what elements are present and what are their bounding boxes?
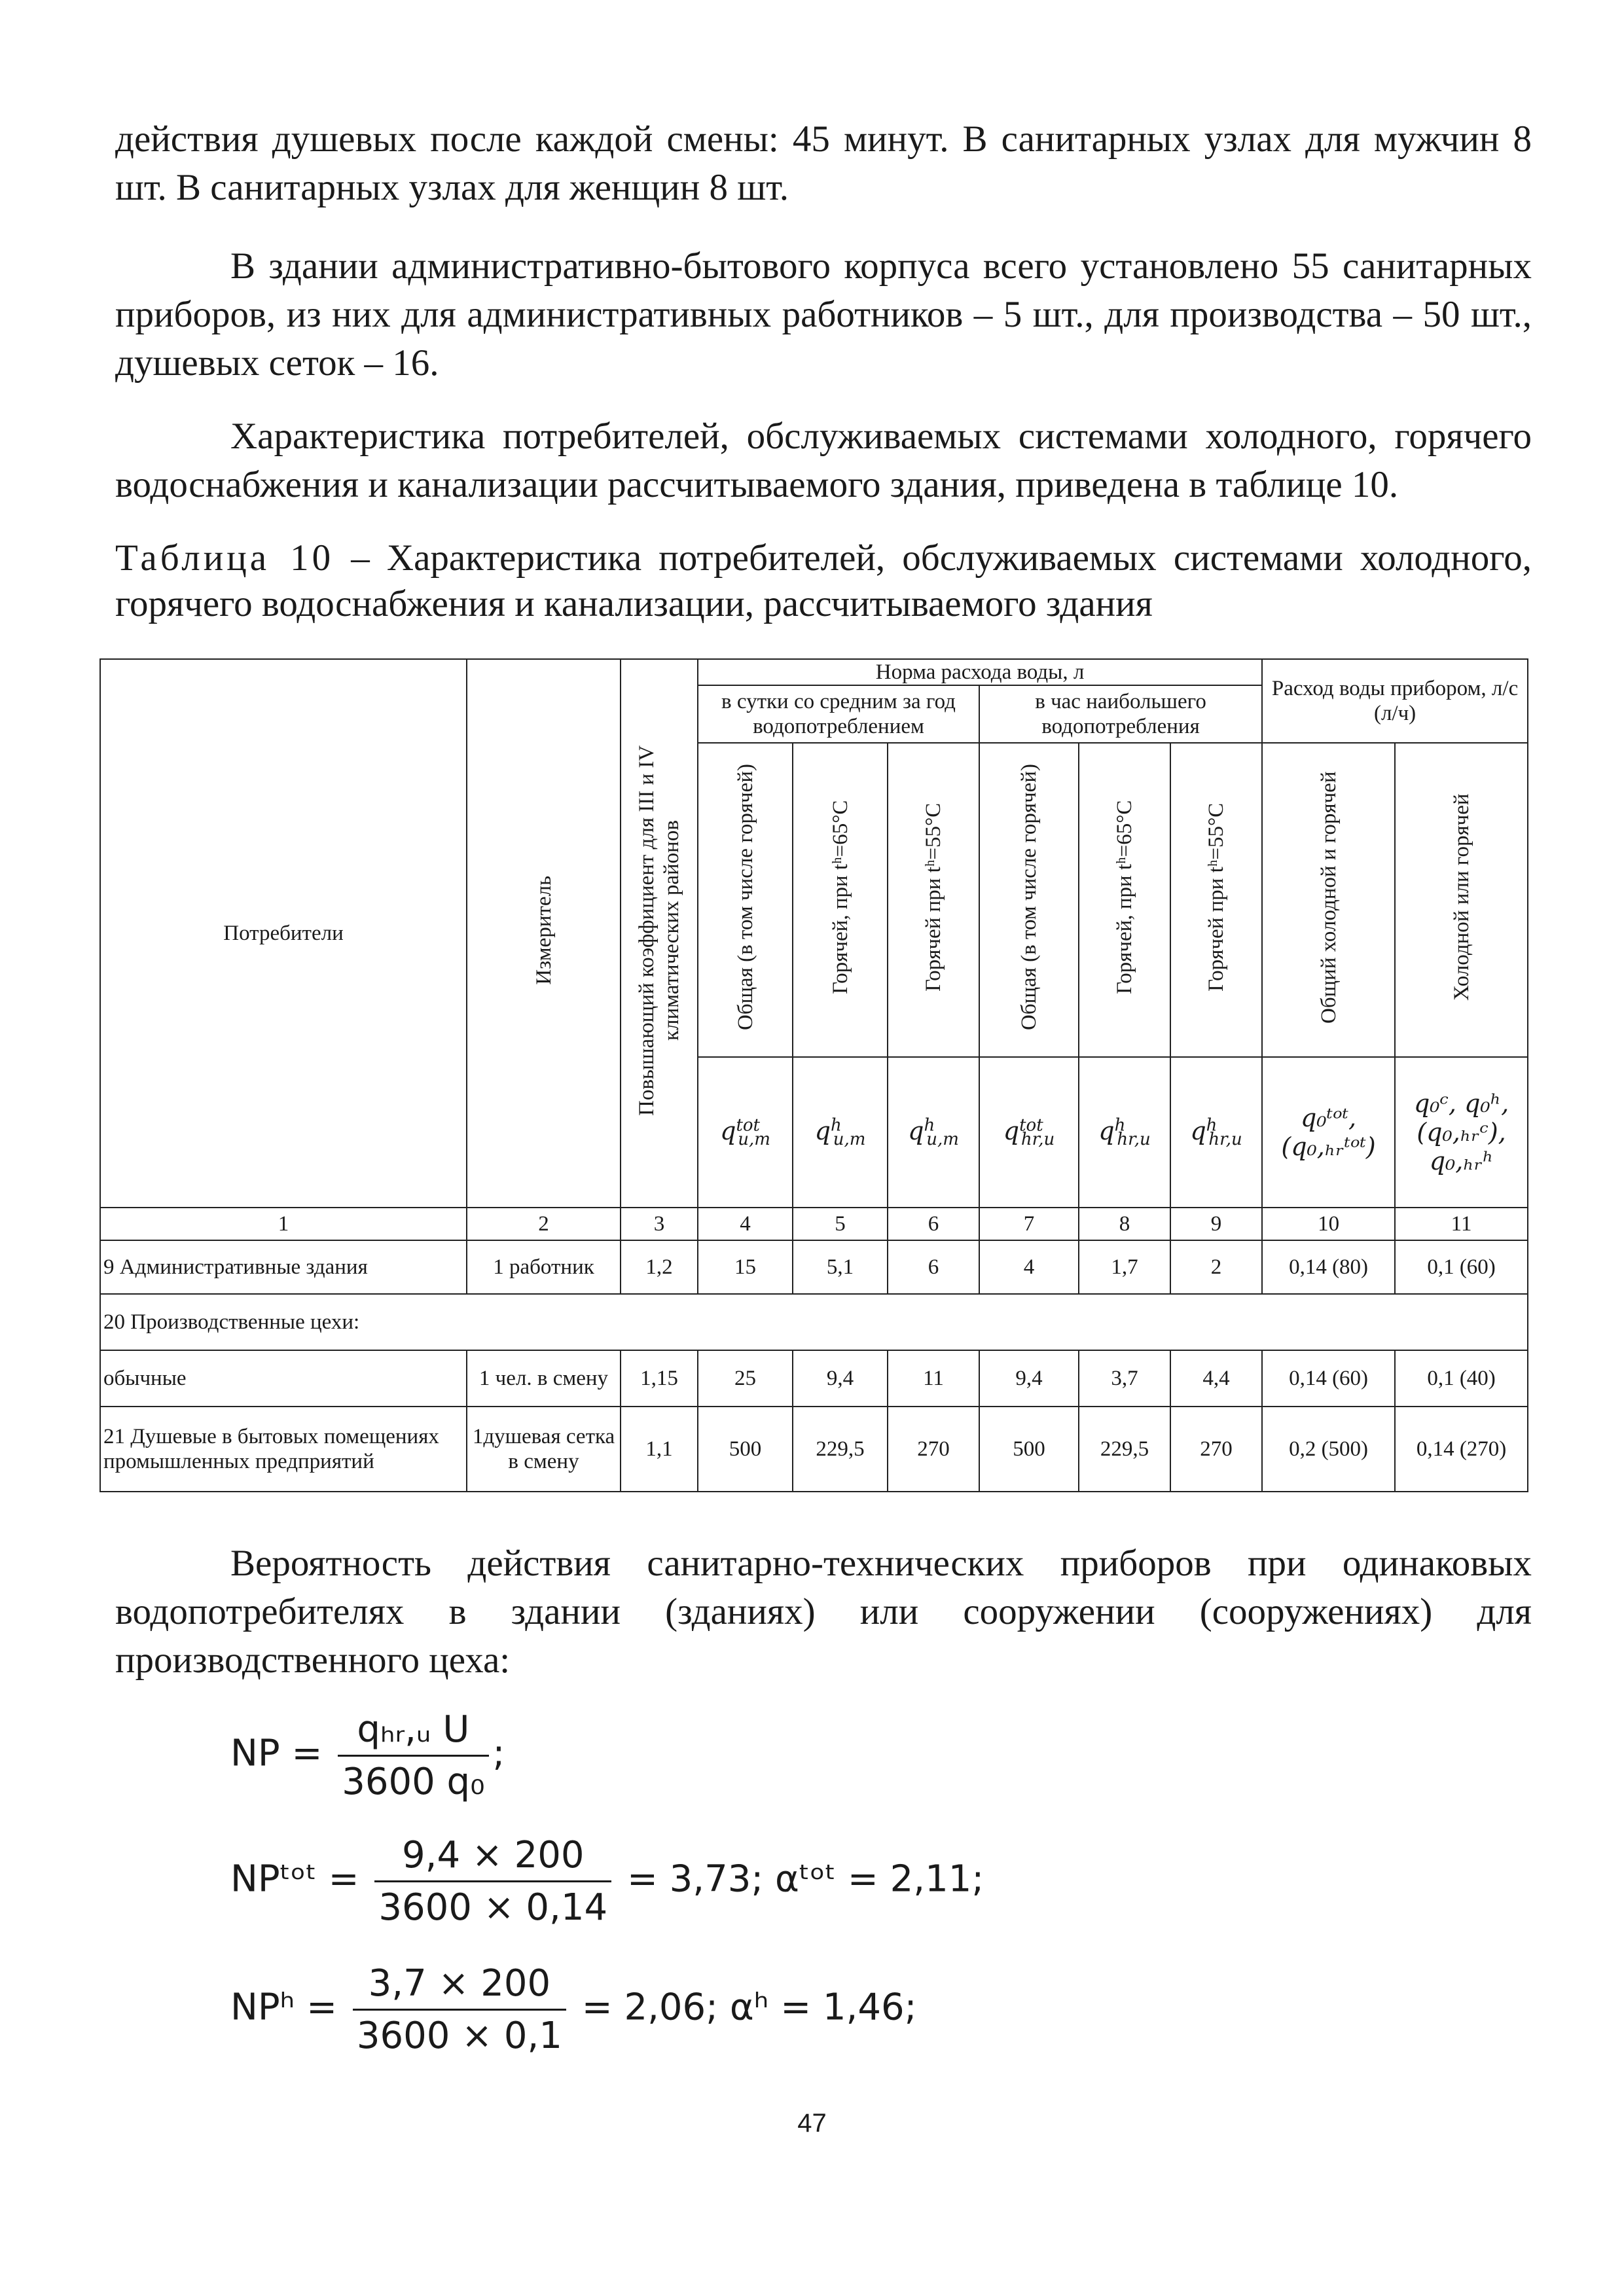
table-row-admin bbox=[100, 1240, 1528, 1294]
header-col6 bbox=[888, 743, 979, 1057]
column-number: 2 bbox=[467, 1208, 621, 1240]
formula-np-h bbox=[230, 1962, 916, 2057]
cell-value: 4 bbox=[979, 1240, 1079, 1294]
paragraph-probability: Вероятность действия санитарно-технических приборов при одинаковых водопотребителях в здании (зданиях) или сооружении (сооружениях) для производственного цеха: bbox=[115, 1543, 1532, 1681]
formula-np-h-fraction bbox=[353, 1962, 566, 2057]
header-col4 bbox=[698, 743, 793, 1057]
cell-value: 5,1 bbox=[793, 1240, 888, 1294]
cell-coef: 1,2 bbox=[621, 1240, 698, 1294]
formula-np-tot-fraction bbox=[374, 1834, 611, 1929]
symbol-col5: $q^h_{u,m}$ bbox=[793, 1057, 888, 1208]
formula-np-numerator: qₕᵣ,ᵤ U bbox=[338, 1708, 488, 1757]
cell-value: 2 bbox=[1170, 1240, 1262, 1294]
cell-meter: 1душевая сетка в смену bbox=[467, 1407, 621, 1492]
cell-value: 0,2 (500) bbox=[1262, 1407, 1395, 1492]
cell-section-title: 20 Производственные цехи: bbox=[100, 1294, 1528, 1350]
cell-value: 500 bbox=[979, 1407, 1079, 1492]
formula-np-fraction bbox=[338, 1708, 488, 1803]
header-col10-text: Общий холодной и горячей bbox=[1316, 770, 1341, 1024]
symbol-col8: $q^h_{hr,u}$ bbox=[1079, 1057, 1170, 1208]
symbol-col10: q₀ᵗᵒᵗ, (q₀,ₕᵣᵗᵒᵗ) bbox=[1262, 1057, 1395, 1208]
cell-consumer: 9 Административные здания bbox=[100, 1240, 467, 1294]
header-col8 bbox=[1079, 743, 1170, 1057]
symbol-col9: $q^h_{hr,u}$ bbox=[1170, 1057, 1262, 1208]
header-col7-text: Общая (в том числе горячей) bbox=[1017, 764, 1041, 1030]
column-number: 3 bbox=[621, 1208, 698, 1240]
header-col8-text: Горячей, при tʰ=65°С bbox=[1113, 800, 1136, 994]
column-number: 11 bbox=[1395, 1208, 1528, 1240]
formula-np-lhs: NP = bbox=[230, 1732, 323, 1775]
column-number: 10 bbox=[1262, 1208, 1395, 1240]
table-caption-text: – Характеристика потребителей, обслуживаемых системами холодного, горячего водоснабжения и канализации, рассчитываемого здания bbox=[115, 537, 1532, 624]
paragraph-continuation: действия душевых после каждой смены: 45 минут. В санитарных узлах для мужчин 8 шт. В санитарных узлах для женщин 8 шт. bbox=[115, 118, 1532, 208]
header-per-day: в сутки со средним за год водопотреблением bbox=[698, 685, 979, 743]
cell-value: 9,4 bbox=[979, 1350, 1079, 1407]
formula-np bbox=[230, 1708, 505, 1803]
formula-np-h-result: = 2,06; αʰ = 1,46; bbox=[581, 1986, 917, 2029]
formula-np-h-lhs: NPʰ = bbox=[230, 1986, 338, 2029]
cell-value: 4,4 bbox=[1170, 1350, 1262, 1407]
header-col6-text: Горячей при tʰ=55°С bbox=[922, 802, 945, 992]
symbol-col7: $q^{tot}_{hr,u}$ bbox=[979, 1057, 1079, 1208]
column-numbers-row bbox=[100, 1208, 1528, 1240]
table-row-showers bbox=[100, 1407, 1528, 1492]
header-col9-text: Горячей при tʰ=55°С bbox=[1204, 802, 1229, 992]
table-caption bbox=[115, 535, 1532, 627]
cell-value: 9,4 bbox=[793, 1350, 888, 1407]
header-meter bbox=[467, 659, 621, 1208]
cell-value: 11 bbox=[888, 1350, 979, 1407]
cell-value: 229,5 bbox=[1079, 1407, 1170, 1492]
table-row-ordinary bbox=[100, 1350, 1528, 1407]
symbol-col11: q₀ᶜ, q₀ʰ, (q₀,ₕᵣᶜ), q₀,ₕᵣʰ bbox=[1395, 1057, 1528, 1208]
table-caption-label: Таблица 10 bbox=[115, 537, 334, 579]
header-coefficient-text: Повышающий коэффициент для III и IV климатических районов bbox=[635, 745, 683, 1116]
header-col5-text: Горячей, при tʰ=65°С bbox=[828, 800, 852, 994]
paragraph-consumers-intro: Характеристика потребителей, обслуживаемых системами холодного, горячего водоснабжения и канализации рассчитываемого здания, приведена в таблице 10. bbox=[115, 416, 1532, 505]
paragraph-sanitary-devices: В здании административно-бытового корпуса всего установлено 55 санитарных приборов, из них для административных работников – 5 шт., для производства – 50 шт., душевых сеток – 16. bbox=[115, 245, 1532, 384]
symbol-col6: $q^h_{u,m}$ bbox=[888, 1057, 979, 1208]
header-meter-text: Измеритель bbox=[532, 876, 556, 985]
table-row-prod-header bbox=[100, 1294, 1528, 1350]
cell-value: 25 bbox=[698, 1350, 793, 1407]
header-col11-text: Холодной или горячей bbox=[1449, 793, 1473, 1001]
header-device-flow: Расход воды прибором, л/с (л/ч) bbox=[1262, 659, 1528, 743]
column-number: 6 bbox=[888, 1208, 979, 1240]
formula-np-h-numerator: 3,7 × 200 bbox=[353, 1962, 566, 2011]
header-col9 bbox=[1170, 743, 1262, 1057]
formula-np-tot-denominator: 3600 × 0,14 bbox=[378, 1886, 608, 1929]
formula-np-tot-result: = 3,73; αᵗᵒᵗ = 2,11; bbox=[626, 1857, 984, 1901]
formula-np-tot bbox=[230, 1834, 984, 1929]
header-consumers: Потребители bbox=[100, 659, 467, 1208]
column-number: 5 bbox=[793, 1208, 888, 1240]
cell-value: 229,5 bbox=[793, 1407, 888, 1492]
cell-consumer: 21 Душевые в бытовых помещениях промышленных предприятий bbox=[100, 1407, 467, 1492]
cell-value: 270 bbox=[1170, 1407, 1262, 1492]
column-number: 8 bbox=[1079, 1208, 1170, 1240]
cell-value: 0,14 (80) bbox=[1262, 1240, 1395, 1294]
cell-value: 0,14 (60) bbox=[1262, 1350, 1395, 1407]
symbol-col4: $q^{tot}_{u,m}$ bbox=[698, 1057, 793, 1208]
header-col11 bbox=[1395, 743, 1528, 1057]
formula-np-tot-numerator: 9,4 × 200 bbox=[374, 1834, 611, 1882]
cell-value: 0,1 (60) bbox=[1395, 1240, 1528, 1294]
header-col10 bbox=[1262, 743, 1395, 1057]
cell-coef: 1,1 bbox=[621, 1407, 698, 1492]
header-water-norm: Норма расхода воды, л bbox=[698, 659, 1262, 685]
cell-value: 0,1 (40) bbox=[1395, 1350, 1528, 1407]
column-number: 7 bbox=[979, 1208, 1079, 1240]
page-number: 47 bbox=[797, 2109, 827, 2138]
cell-value: 6 bbox=[888, 1240, 979, 1294]
formula-np-tail: ; bbox=[492, 1732, 505, 1775]
cell-coef: 1,15 bbox=[621, 1350, 698, 1407]
cell-value: 3,7 bbox=[1079, 1350, 1170, 1407]
consumers-table bbox=[99, 658, 1528, 1492]
cell-value: 500 bbox=[698, 1407, 793, 1492]
formula-np-tot-lhs: NPᵗᵒᵗ = bbox=[230, 1857, 359, 1901]
column-number: 9 bbox=[1170, 1208, 1262, 1240]
header-coefficient bbox=[621, 659, 698, 1208]
header-per-hour: в час наибольшего водопотребления bbox=[979, 685, 1262, 743]
cell-meter: 1 работник bbox=[467, 1240, 621, 1294]
column-number: 1 bbox=[100, 1208, 467, 1240]
cell-value: 270 bbox=[888, 1407, 979, 1492]
cell-meter: 1 чел. в смену bbox=[467, 1350, 621, 1407]
header-col5 bbox=[793, 743, 888, 1057]
formula-np-h-denominator: 3600 × 0,1 bbox=[356, 2015, 562, 2057]
cell-consumer: обычные bbox=[100, 1350, 467, 1407]
cell-value: 15 bbox=[698, 1240, 793, 1294]
column-number: 4 bbox=[698, 1208, 793, 1240]
header-col4-text: Общая (в том числе горячей) bbox=[733, 764, 757, 1030]
header-col7 bbox=[979, 743, 1079, 1057]
cell-value: 1,7 bbox=[1079, 1240, 1170, 1294]
formula-np-denominator: 3600 q₀ bbox=[342, 1761, 485, 1803]
cell-value: 0,14 (270) bbox=[1395, 1407, 1528, 1492]
